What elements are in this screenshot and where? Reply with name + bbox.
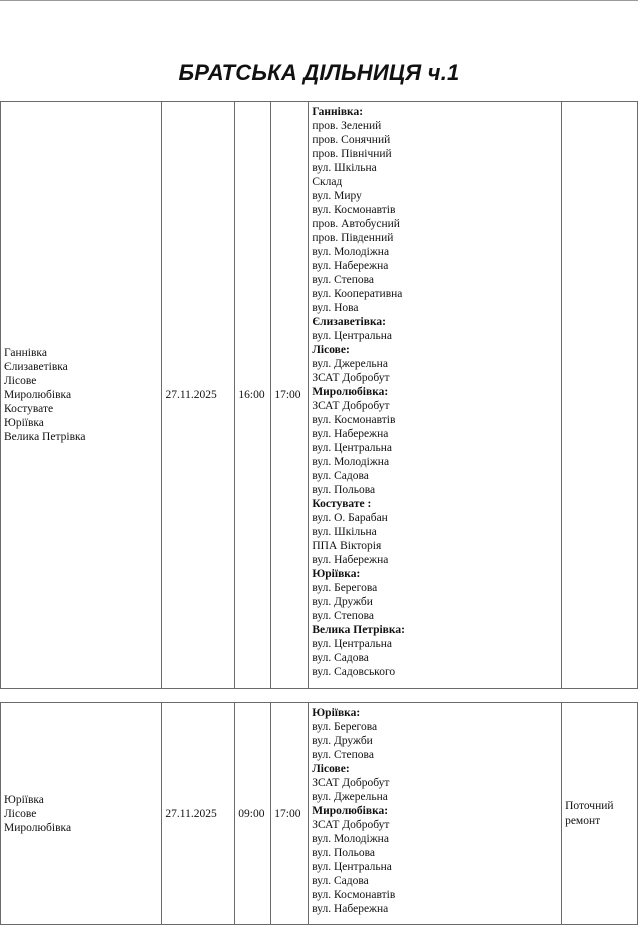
street-name: вул. Космонавтів (312, 889, 396, 901)
locality-name: Єлизаветівка (4, 361, 68, 373)
street-name: вул. Дружби (312, 596, 373, 608)
start-time-cell: 09:00 (235, 703, 271, 925)
end-time-cell: 17:00 (271, 102, 309, 689)
street-name: вул. Миру (312, 190, 362, 202)
localities-cell (1, 703, 162, 925)
street-name: вул. Садова (312, 875, 369, 887)
street-name: вул. Садова (312, 470, 369, 482)
locality-heading: Миролюбівка: (312, 805, 389, 817)
street-name: вул. Набережна (312, 554, 389, 566)
street-name: вул. Центральна (312, 861, 392, 873)
street-name: вул. Джерельна (312, 791, 388, 803)
street-name: вул. Джерельна (312, 358, 388, 370)
street-name: вул. Берегова (312, 582, 378, 594)
street-name: вул. Нова (312, 302, 359, 314)
locality-name: Лісове (4, 807, 37, 820)
locality-heading: Юріївка: (312, 707, 361, 719)
locality-name: Ганнівка (4, 347, 47, 359)
locality-name: Миролюбівка (4, 389, 72, 401)
note-cell (562, 102, 638, 689)
street-name: вул. Центральна (312, 442, 393, 454)
street-name: вул. Степова (312, 274, 375, 286)
date-cell: 27.11.2025 (162, 102, 235, 689)
locality-heading: Костувате : (312, 498, 372, 510)
locality-name: Юріївка (4, 793, 44, 806)
table-row (1, 102, 638, 689)
street-name: ЗСАТ Добробут (312, 400, 390, 412)
street-name: ППА Вікторія (312, 540, 382, 552)
street-name: вул. Набережна (312, 260, 389, 272)
street-name: вул. Набережна (312, 428, 389, 440)
street-name: вул. Космонавтів (312, 414, 396, 426)
street-name: вул. Садовського (312, 666, 396, 678)
street-name: пров. Автобусний (312, 218, 400, 230)
street-name: вул. Центральна (312, 638, 393, 650)
addresses-cell (309, 102, 562, 689)
locality-name: Велика Петрівка (4, 431, 86, 443)
locality-heading: Єлизаветівка: (312, 316, 386, 328)
locality-name: Костувате (4, 403, 54, 415)
localities-cell (1, 102, 162, 689)
start-time-cell: 16:00 (235, 102, 271, 689)
street-name: ЗСАТ Добробут (312, 777, 390, 789)
page-top-border (0, 0, 638, 1)
street-name: вул. Польова (312, 847, 376, 859)
street-name: вул. Степова (312, 610, 375, 622)
street-name: вул. Дружби (312, 735, 373, 747)
street-name: вул. Молодіжна (312, 833, 389, 845)
schedule-table-2 (0, 702, 638, 925)
schedule-table-1 (0, 101, 638, 689)
locality-heading: Велика Петрівка: (312, 624, 405, 636)
street-name: вул. Шкільна (312, 162, 377, 174)
street-name: вул. Шкільна (312, 526, 377, 538)
street-name: вул. Садова (312, 652, 369, 664)
locality-heading: Миролюбівка: (312, 386, 389, 398)
street-name: ЗСАТ Добробут (312, 372, 390, 384)
street-name: вул. Набережна (312, 903, 389, 915)
locality-name: Юріївка (4, 417, 44, 429)
street-name: вул. Молодіжна (312, 456, 390, 468)
street-name: вул. Польова (312, 484, 376, 496)
locality-name: Лісове (4, 375, 37, 387)
street-name: вул. Кооперативна (312, 288, 403, 300)
note-cell: Поточний ремонт (562, 703, 638, 925)
street-name: вул. Центральна (312, 330, 393, 342)
street-name: вул. Молодіжна (312, 246, 390, 258)
locality-name: Миролюбівка (4, 821, 72, 834)
locality-heading: Лісове: (312, 763, 350, 775)
street-name: вул. Степова (312, 749, 374, 761)
street-name: вул. О. Барабан (312, 512, 388, 524)
street-name: пров. Північний (312, 148, 392, 160)
street-name: пров. Сонячний (312, 134, 391, 146)
street-name: вул. Берегова (312, 721, 378, 733)
locality-heading: Юріївка: (312, 568, 361, 580)
date-cell: 27.11.2025 (162, 703, 235, 925)
table-row (1, 703, 638, 925)
street-name: пров. Південний (312, 232, 394, 244)
end-time-cell: 17:00 (271, 703, 309, 925)
addresses-cell (309, 703, 562, 925)
street-name: Склад (312, 176, 343, 188)
page-title: БРАТСЬКА ДІЛЬНИЦЯ ч.1 (178, 60, 460, 85)
street-name: вул. Космонавтів (312, 204, 396, 216)
locality-heading: Ганнівка: (312, 106, 364, 118)
street-name: пров. Зелений (312, 120, 382, 132)
locality-heading: Лісове: (312, 344, 350, 356)
street-name: ЗСАТ Добробут (312, 819, 390, 831)
